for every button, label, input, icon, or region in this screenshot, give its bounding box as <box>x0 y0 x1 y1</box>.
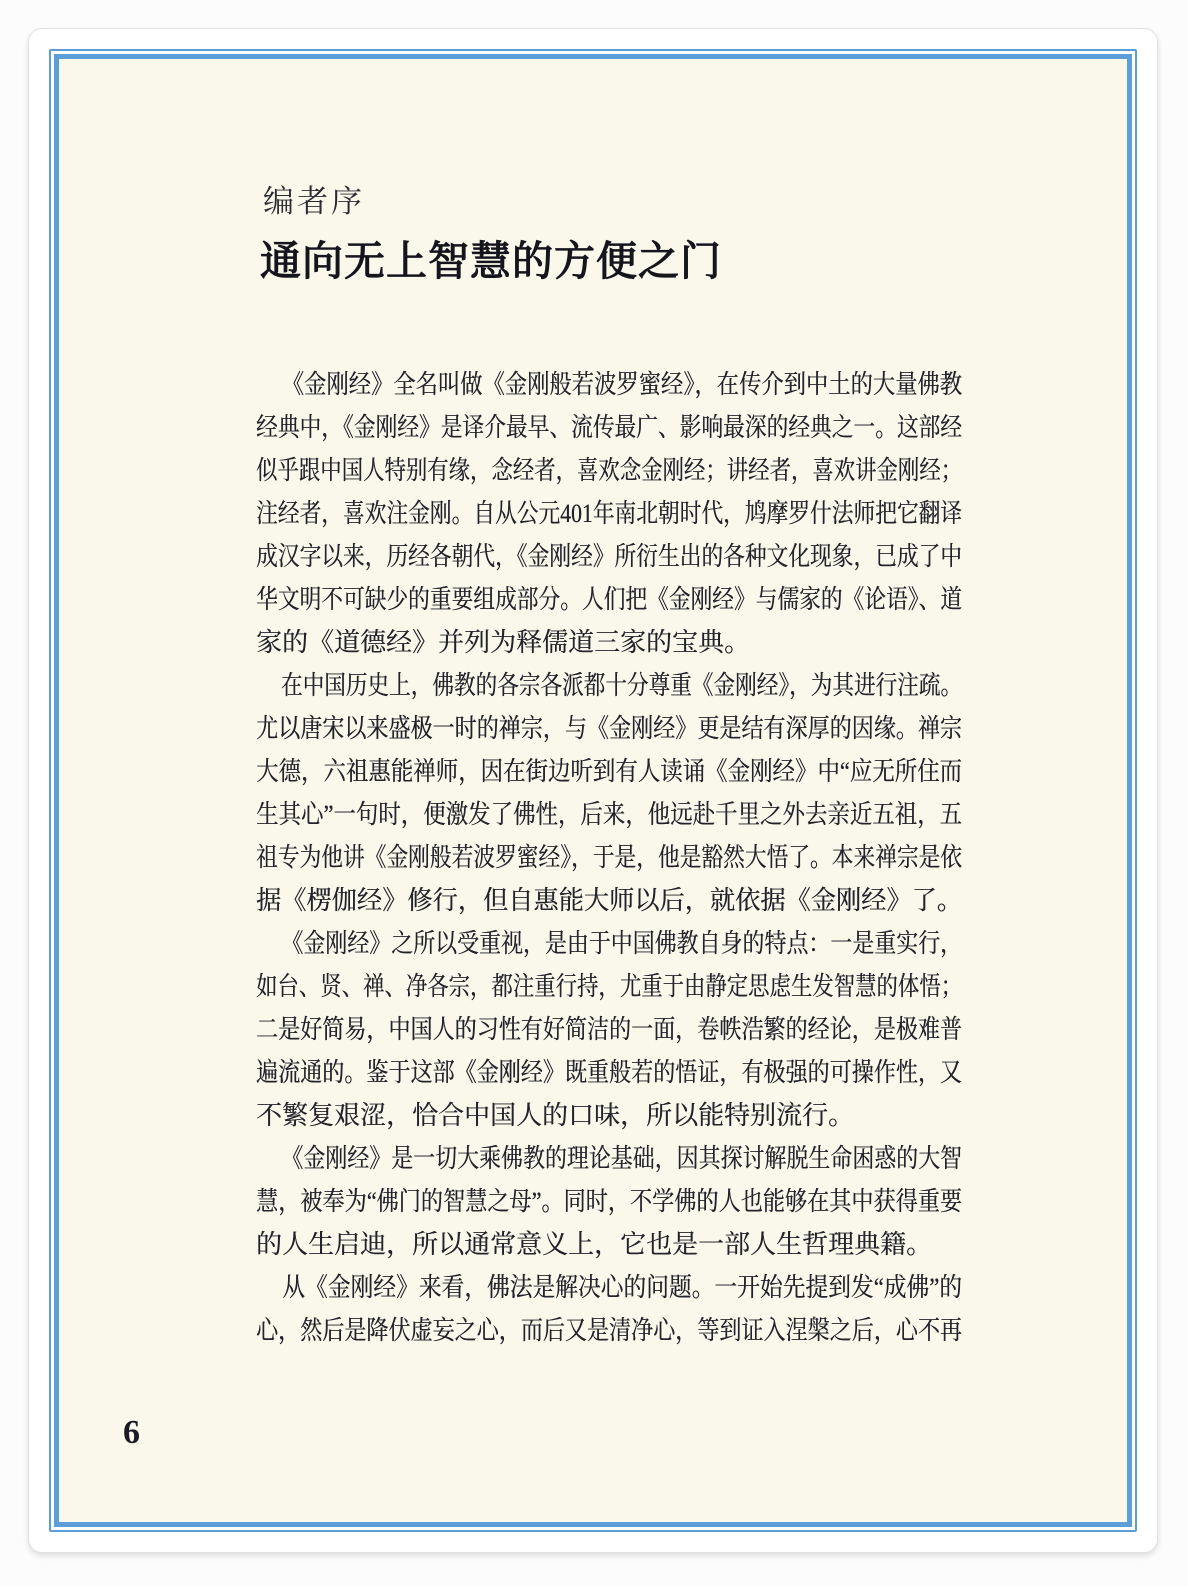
text-line: 《金刚经》是一切大乘佛教的理论基础，因其探讨解脱生命困惑的大智 <box>281 1144 962 1173</box>
page-title: 通向无上智慧的方便之门 <box>260 238 722 284</box>
text-line: 不繁复艰涩，恰合中国人的口味，所以能特别流行。 <box>256 1101 855 1130</box>
text-line: 成汉字以来，历经各朝代，《金刚经》所衍生出的各种文化现象，已成了中 <box>256 542 962 571</box>
text-line: 心，然后是降伏虚妄之心，而后又是清净心，等到证入涅槃之后，心不再 <box>256 1316 962 1345</box>
text-line: 遍流通的。鉴于这部《金刚经》既重般若的悟证，有极强的可操作性，又 <box>256 1058 962 1087</box>
text-line: 经典中，《金刚经》是译介最早、流传最广、影响最深的经典之一。这部经 <box>256 413 962 442</box>
page-number: 6 <box>123 1414 140 1451</box>
text-line: 祖专为他讲《金刚般若波罗蜜经》，于是，他是豁然大悟了。本来禅宗是依 <box>256 843 962 872</box>
text-line: 在中国历史上，佛教的各宗各派都十分尊重《金刚经》，为其进行注疏。 <box>280 671 962 700</box>
text-line: 大德，六祖惠能禅师，因在街边听到有人读诵《金刚经》中“应无所住而 <box>256 757 962 786</box>
text-line: 华文明不可缺少的重要组成部分。人们把《金刚经》与儒家的《论语》、道 <box>256 585 962 614</box>
text-line: 从《金刚经》来看，佛法是解决心的问题。一开始先提到发“成佛”的 <box>282 1273 962 1302</box>
decorative-frame-inner <box>54 54 1132 1527</box>
text-line: 二是好简易，中国人的习性有好简洁的一面，卷帙浩繁的经论，是极难普 <box>256 1015 962 1044</box>
text-line: 如台、贤、禅、净各宗，都注重行持，尤重于由静定思虑生发智慧的体悟； <box>256 972 962 1001</box>
text-line: 注经者，喜欢注金刚。自从公元401年南北朝时代，鸠摩罗什法师把它翻译 <box>256 499 962 528</box>
text-line: 家的《道德经》并列为释儒道三家的宝典。 <box>256 628 751 657</box>
text-line: 似乎跟中国人特别有缘，念经者，喜欢念金刚经；讲经者，喜欢讲金刚经； <box>256 456 962 485</box>
text-line: 生其心”一句时，便激发了佛性，后来，他远赴千里之外去亲近五祖，五 <box>256 800 962 829</box>
text-line: 慧，被奉为“佛门的智慧之母”。同时，不学佛的人也能够在其中获得重要 <box>256 1187 962 1216</box>
section-label: 编者序 <box>263 184 365 219</box>
book-page-card <box>28 28 1158 1553</box>
text-line: 尤以唐宋以来盛极一时的禅宗，与《金刚经》更是结有深厚的因缘。禅宗 <box>256 714 962 743</box>
decorative-frame-outer <box>49 49 1137 1532</box>
text-line: 《金刚经》全名叫做《金刚般若波罗蜜经》，在传介到中土的大量佛教 <box>281 370 962 399</box>
text-line: 的人生启迪，所以通常意义上，它也是一部人生哲理典籍。 <box>256 1230 933 1259</box>
body-text <box>256 363 970 1352</box>
text-line: 据《楞伽经》修行，但自惠能大师以后，就依据《金刚经》了。 <box>256 886 962 915</box>
text-line: 《金刚经》之所以受重视，是由于中国佛教自身的特点：一是重实行， <box>281 929 962 958</box>
